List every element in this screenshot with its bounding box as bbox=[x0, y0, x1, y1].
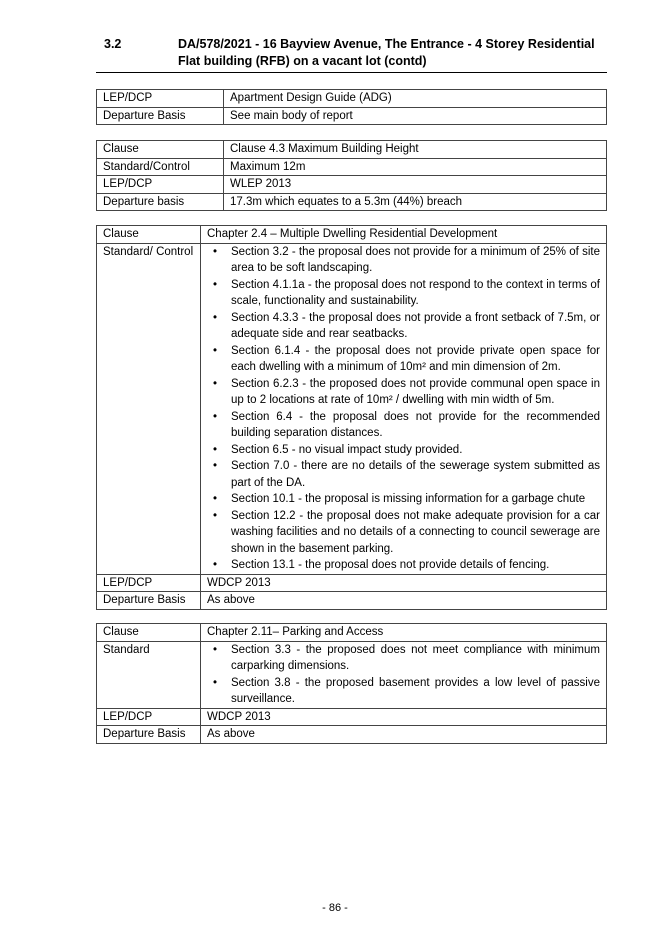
row-value: Maximum 12m bbox=[224, 158, 607, 176]
row-value: See main body of report bbox=[224, 107, 607, 125]
list-item: • Section 7.0 - there are no details of the sewerage system submitted as part of the DA. bbox=[207, 458, 600, 491]
multiple-dwelling-table bbox=[96, 225, 607, 610]
row-label: LEP/DCP bbox=[97, 574, 201, 592]
list-item: • Section 3.3 - the proposed does not meet compliance with minimum carparking dimensions. bbox=[207, 642, 600, 675]
list-item: • Section 6.4 - the proposal does not provide for the recommended building separation distances. bbox=[207, 409, 600, 442]
row-value: WDCP 2013 bbox=[201, 708, 607, 726]
row-label: Clause bbox=[97, 141, 224, 159]
row-label: Clause bbox=[97, 624, 201, 642]
list-item: • Section 3.8 - the proposed basement provides a low level of passive surveillance. bbox=[207, 675, 600, 708]
table-row bbox=[97, 107, 607, 125]
list-item: • Section 3.2 - the proposal does not provide for a minimum of 25% of site area to be soft landscaping. bbox=[207, 244, 600, 277]
building-height-table bbox=[96, 140, 607, 211]
table-row bbox=[97, 592, 607, 610]
list-item: • Section 12.2 - the proposal does not make adequate provision for a car washing facilities and no details of a connecting to council sewerage are shown in the basement parking. bbox=[207, 508, 600, 558]
bullet-cell bbox=[201, 243, 607, 574]
row-label: Standard/Control bbox=[97, 158, 224, 176]
section-number: 3.2 bbox=[104, 37, 122, 51]
row-value: Clause 4.3 Maximum Building Height bbox=[224, 141, 607, 159]
row-label: LEP/DCP bbox=[97, 708, 201, 726]
row-label: Standard bbox=[97, 641, 201, 708]
row-label: Standard/ Control bbox=[97, 243, 201, 574]
table-row bbox=[97, 726, 607, 744]
list-item: • Section 6.2.3 - the proposed does not provide communal open space in up to 2 locations at rate of 10m² / dwelling with min width of 5m. bbox=[207, 376, 600, 409]
bullet-list bbox=[207, 642, 600, 708]
table-row bbox=[97, 193, 607, 211]
list-item: • Section 6.1.4 - the proposal does not provide private open space for each dwelling with a minimum of 10m² and min dimension of 2m. bbox=[207, 343, 600, 376]
row-label: LEP/DCP bbox=[97, 90, 224, 108]
row-value: As above bbox=[201, 592, 607, 610]
table-row bbox=[97, 243, 607, 574]
bullet-list bbox=[207, 244, 600, 574]
row-label: Departure Basis bbox=[97, 726, 201, 744]
table-row bbox=[97, 574, 607, 592]
row-value: WDCP 2013 bbox=[201, 574, 607, 592]
heading-underline bbox=[96, 72, 607, 73]
row-value: WLEP 2013 bbox=[224, 176, 607, 194]
table-row bbox=[97, 158, 607, 176]
table-row bbox=[97, 641, 607, 708]
row-label: Departure Basis bbox=[97, 592, 201, 610]
row-value: Chapter 2.11– Parking and Access bbox=[201, 624, 607, 642]
table-row bbox=[97, 90, 607, 108]
row-label: Clause bbox=[97, 226, 201, 244]
row-label: Departure basis bbox=[97, 193, 224, 211]
row-label: LEP/DCP bbox=[97, 176, 224, 194]
row-value: As above bbox=[201, 726, 607, 744]
list-item: • Section 4.1.1a - the proposal does not respond to the context in terms of scale, functionality and sustainability. bbox=[207, 277, 600, 310]
row-value: 17.3m which equates to a 5.3m (44%) breach bbox=[224, 193, 607, 211]
table-row bbox=[97, 226, 607, 244]
table-row bbox=[97, 176, 607, 194]
adg-table bbox=[96, 89, 607, 125]
parking-access-table bbox=[96, 623, 607, 744]
bullet-cell bbox=[201, 641, 607, 708]
row-label: Departure Basis bbox=[97, 107, 224, 125]
table-row bbox=[97, 141, 607, 159]
section-title: DA/578/2021 - 16 Bayview Avenue, The Entrance - 4 Storey Residential Flat building (RFB) on a vacant lot (contd) bbox=[178, 37, 595, 68]
list-item: • Section 6.5 - no visual impact study provided. bbox=[207, 442, 600, 459]
row-value: Apartment Design Guide (ADG) bbox=[224, 90, 607, 108]
row-value: Chapter 2.4 – Multiple Dwelling Residential Development bbox=[201, 226, 607, 244]
section-heading bbox=[96, 36, 607, 70]
list-item: • Section 10.1 - the proposal is missing information for a garbage chute bbox=[207, 491, 600, 508]
table-row bbox=[97, 708, 607, 726]
page-number: - 86 - bbox=[322, 902, 348, 914]
list-item: • Section 13.1 - the proposal does not provide details of fencing. bbox=[207, 557, 600, 574]
table-row bbox=[97, 624, 607, 642]
list-item: • Section 4.3.3 - the proposal does not provide a front setback of 7.5m, or adequate side and rear seatbacks. bbox=[207, 310, 600, 343]
